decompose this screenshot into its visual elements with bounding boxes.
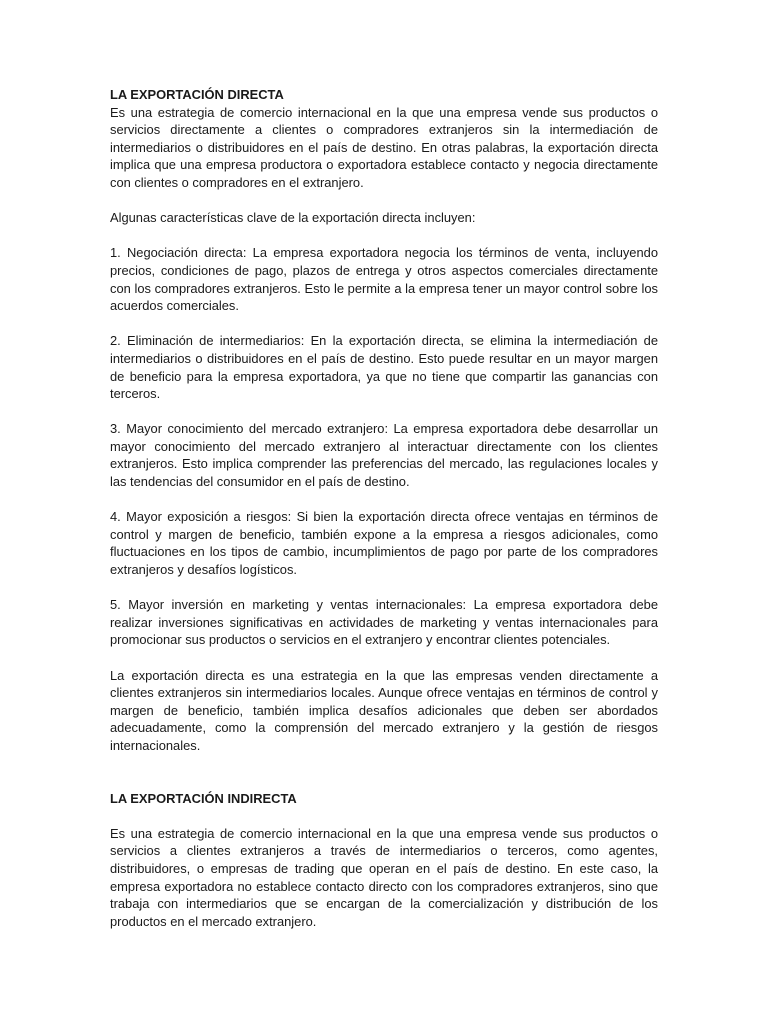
list-item-conocimiento: 3. Mayor conocimiento del mercado extranjero: La empresa exportadora debe desarrollar un mayor conocimiento del mercado extranjero al interactuar directamente con los clientes extranjeros. Esto implica comprender las preferencias del mercado, las regulaciones locales y las tendencias del consumidor en el país de destino. <box>110 421 658 490</box>
conclusion-paragraph-direct: La exportación directa es una estrategia en la que las empresas venden directamente a clientes extranjeros sin intermediarios locales. Aunque ofrece ventajas en términos de control y margen de beneficio, también implica desafíos adicionales que deben ser abordados adecuadamente, como la comprensión del mercado extranjero y la gestión de riesgos internacionales. <box>110 667 658 753</box>
list-item-eliminacion: 2. Eliminación de intermediarios: En la exportación directa, se elimina la intermediación de intermediarios o distribuidores en el país de destino. Esto puede resultar en un mayor margen de beneficio para la empresa exportadora, ya que no tiene que compartir las ganancias con terceros. <box>110 333 658 402</box>
intro-paragraph-indirect: Es una estrategia de comercio internacional en la que una empresa vende sus productos o servicios a clientes extranjeros a través de intermediarios o terceros, como agentes, distribuidores, o empresas de trading que operan en el país de destino. En este caso, la empresa exportadora no establece contacto directo con los compradores extranjeros, sino que trabaja con intermediarios que se encargan de la comercialización y distribución de los productos en el mercado extranjero. <box>110 825 658 929</box>
paragraph-spacer <box>110 227 658 245</box>
paragraph-spacer <box>110 403 658 421</box>
paragraph-spacer <box>110 579 658 597</box>
paragraph-spacer <box>110 315 658 333</box>
list-item-inversion: 5. Mayor inversión en marketing y ventas internacionales: La empresa exportadora debe realizar inversiones significativas en actividades de marketing y ventas internacionales para promocionar sus productos o servicios en el extranjero y encontrar clientes potenciales. <box>110 597 658 648</box>
lead-paragraph: Algunas características clave de la exportación directa incluyen: <box>110 210 476 226</box>
section-heading-indirect: LA EXPORTACIÓN INDIRECTA <box>110 790 297 806</box>
list-item-negociacion: 1. Negociación directa: La empresa exportadora negocia los términos de venta, incluyendo precios, condiciones de pago, plazos de entrega y otros aspectos comerciales directamente con los compradores extranjeros. Esto le permite a la empresa tener un mayor control sobre los acuerdos comerciales. <box>110 245 658 314</box>
document-page <box>110 86 658 930</box>
section-spacer <box>110 755 658 790</box>
paragraph-spacer <box>110 807 658 825</box>
list-item-riesgos: 4. Mayor exposición a riesgos: Si bien la exportación directa ofrece ventajas en términos de control y margen de beneficio, también expone a la empresa a riesgos adicionales, como fluctuaciones en los tipos de cambio, incumplimientos de pago por parte de los compradores extranjeros y desafíos logísticos. <box>110 509 658 578</box>
paragraph-spacer <box>110 491 658 509</box>
intro-paragraph-direct: Es una estrategia de comercio internacional en la que una empresa vende sus productos o servicios directamente a clientes o compradores extranjeros sin la intermediación de intermediarios o distribuidores en el país de destino. En otras palabras, la exportación directa implica que una empresa productora o exportadora establece contacto y negocia directamente con clientes o compradores en el extranjero. <box>110 104 658 190</box>
paragraph-spacer <box>110 192 658 210</box>
section-heading-direct: LA EXPORTACIÓN DIRECTA <box>110 87 284 102</box>
paragraph-spacer <box>110 649 658 667</box>
